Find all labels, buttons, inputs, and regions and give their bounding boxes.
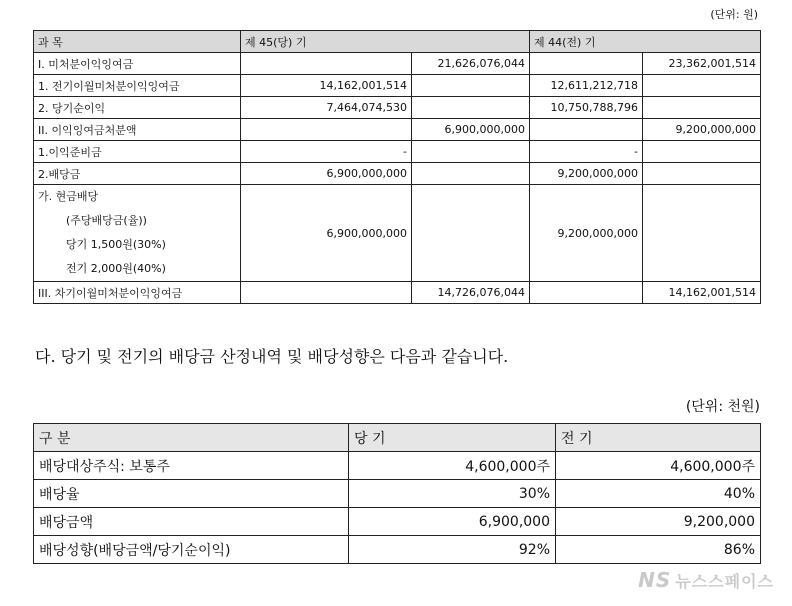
cur-total: 6,900,000,000 [412, 119, 530, 141]
table-header-row [34, 31, 761, 53]
table-row [34, 141, 761, 163]
cur-detail: 6,900,000,000 [241, 163, 412, 185]
cur-total: 21,626,076,044 [412, 53, 530, 75]
cash-dividend-label: 가. 현금배당 [38, 190, 99, 203]
table-header-row [34, 424, 761, 452]
table-row [34, 282, 761, 304]
prev-detail: 9,200,000,000 [530, 185, 643, 282]
cur-detail: - [241, 141, 412, 163]
cur-total: 14,726,076,044 [412, 282, 530, 304]
prev-total: 14,162,001,514 [643, 282, 761, 304]
table-row [34, 452, 761, 480]
current-per-share: 당기 1,500원(30%) [66, 238, 166, 251]
row-label: 1.이익준비금 [34, 141, 241, 163]
row-label: 1. 전기이월미처분이익잉여금 [34, 75, 241, 97]
prev-detail: - [530, 141, 643, 163]
logo-text: 뉴스스페이스 [675, 572, 774, 591]
row-label: 배당율 [34, 480, 349, 508]
row-label: 배당금액 [34, 508, 349, 536]
row-label: 2. 당기순이익 [34, 97, 241, 119]
header-previous: 전 기 [556, 424, 761, 452]
cur-value: 92% [349, 536, 556, 564]
cur-value: 4,600,000주 [349, 452, 556, 480]
cur-detail: 14,162,001,514 [241, 75, 412, 97]
prev-value: 4,600,000주 [556, 452, 761, 480]
cash-dividend-cell [34, 185, 241, 282]
cur-detail: 6,900,000,000 [241, 185, 412, 282]
table-row [34, 508, 761, 536]
dividend-table [33, 423, 761, 564]
cur-value: 6,900,000 [349, 508, 556, 536]
table-row [34, 480, 761, 508]
prev-value: 86% [556, 536, 761, 564]
prev-total: 23,362,001,514 [643, 53, 761, 75]
dividend-paragraph: 다. 당기 및 전기의 배당금 산정내역 및 배당성향은 다음과 같습니다. [35, 347, 509, 366]
table-row [34, 536, 761, 564]
prev-value: 40% [556, 480, 761, 508]
retained-earnings-table [33, 30, 761, 304]
row-label: I. 미처분이익잉여금 [34, 53, 241, 75]
table-row [34, 119, 761, 141]
table-row [34, 97, 761, 119]
cur-detail: 7,464,074,530 [241, 97, 412, 119]
prev-value: 9,200,000 [556, 508, 761, 536]
table-row [34, 163, 761, 185]
cur-value: 30% [349, 480, 556, 508]
per-share-label: (주당배당금(율)) [66, 214, 147, 227]
header-current: 제 45(당) 기 [241, 31, 530, 53]
row-label: 배당대상주식: 보통주 [34, 452, 349, 480]
row-label: II. 이익잉여금처분액 [34, 119, 241, 141]
previous-per-share: 전기 2,000원(40%) [66, 262, 166, 275]
row-label: III. 차기이월미처분이익잉여금 [34, 282, 241, 304]
table-row [34, 53, 761, 75]
news-logo-watermark [638, 568, 774, 592]
table1-unit: (단위: 원) [710, 8, 758, 21]
prev-total: 9,200,000,000 [643, 119, 761, 141]
logo-mark: NS [638, 568, 672, 592]
table-row [34, 75, 761, 97]
header-item: 과 목 [34, 31, 241, 53]
header-current: 당 기 [349, 424, 556, 452]
header-previous: 제 44(전) 기 [530, 31, 761, 53]
prev-detail: 10,750,788,796 [530, 97, 643, 119]
prev-detail: 9,200,000,000 [530, 163, 643, 185]
row-label: 배당성향(배당금액/당기순이익) [34, 536, 349, 564]
prev-detail: 12,611,212,718 [530, 75, 643, 97]
row-label: 2.배당금 [34, 163, 241, 185]
table-row [34, 185, 761, 282]
header-item: 구 분 [34, 424, 349, 452]
table2-unit: (단위: 천원) [685, 399, 760, 415]
